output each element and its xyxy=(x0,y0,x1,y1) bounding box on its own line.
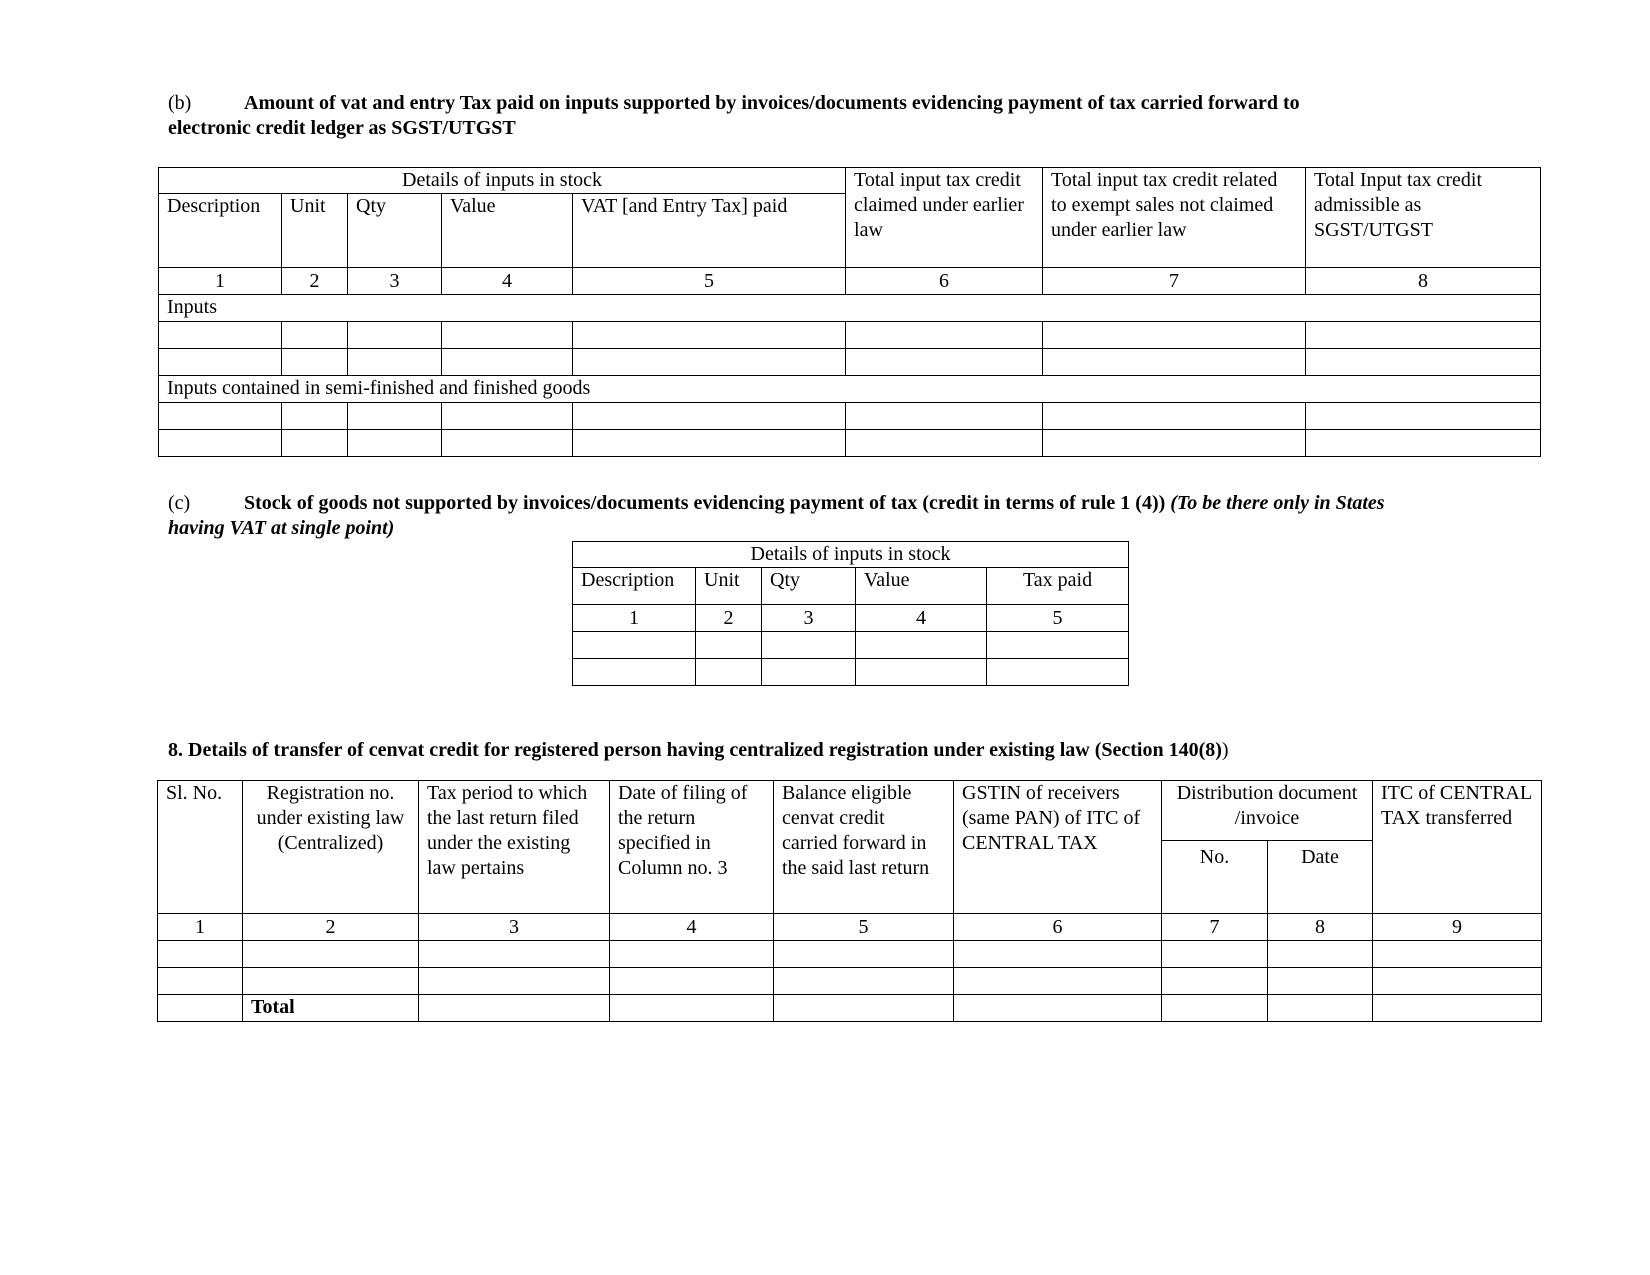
table-row xyxy=(159,403,1541,430)
inputs-stock-table xyxy=(158,167,1541,457)
row-label-semi-finished: Inputs contained in semi-finished and finished goods xyxy=(159,376,1541,403)
col-tax-paid: Tax paid xyxy=(987,568,1129,605)
cell[interactable] xyxy=(954,941,1162,968)
column-number: 2 xyxy=(696,605,762,632)
col-itc-transferred: ITC of CENTRAL TAX transferred xyxy=(1373,781,1542,914)
col-distribution: Distribution document /invoice xyxy=(1162,781,1373,841)
section-8-heading xyxy=(168,738,1608,763)
cell[interactable] xyxy=(610,941,774,968)
col-registration: Registration no. under existing law (Centralized) xyxy=(243,781,419,914)
cell[interactable] xyxy=(573,322,846,349)
section-c-note-2: having VAT at single point) xyxy=(168,517,395,539)
cell[interactable] xyxy=(774,941,954,968)
column-number: 7 xyxy=(1162,914,1268,941)
cell[interactable] xyxy=(1306,349,1541,376)
cell[interactable] xyxy=(348,430,442,457)
column-number: 8 xyxy=(1268,914,1373,941)
cell[interactable] xyxy=(573,349,846,376)
table-row xyxy=(159,430,1541,457)
column-number: 1 xyxy=(159,268,282,295)
column-number: 7 xyxy=(1043,268,1306,295)
column-number: 2 xyxy=(243,914,419,941)
cell[interactable] xyxy=(442,349,573,376)
cell[interactable] xyxy=(1306,403,1541,430)
cell[interactable] xyxy=(442,403,573,430)
section-c-marker: (c) xyxy=(168,492,191,514)
col-dist-date: Date xyxy=(1268,841,1373,914)
cell[interactable] xyxy=(419,968,610,995)
cell[interactable] xyxy=(282,403,348,430)
section-b-heading xyxy=(168,91,1568,141)
col-unit: Unit xyxy=(696,568,762,605)
cell[interactable] xyxy=(846,403,1043,430)
group-header: Details of inputs in stock xyxy=(573,542,1129,568)
cell[interactable] xyxy=(159,430,282,457)
col-itc-exempt-sales: Total input tax credit related to exempt sales not claimed under earlier law xyxy=(1043,168,1306,268)
section-c-note-1: (To be there only in States xyxy=(1170,492,1385,514)
cell[interactable] xyxy=(442,322,573,349)
col-vat-paid: VAT [and Entry Tax] paid xyxy=(573,194,846,268)
cell[interactable] xyxy=(1373,968,1542,995)
section-b-title-line2: electronic credit ledger as SGST/UTGST xyxy=(168,117,516,139)
column-number: 1 xyxy=(573,605,696,632)
total-row xyxy=(158,995,1542,1022)
cell[interactable] xyxy=(1306,430,1541,457)
cell[interactable] xyxy=(419,941,610,968)
cell[interactable] xyxy=(1306,322,1541,349)
col-tax-period: Tax period to which the last return filed under the existing law pertains xyxy=(419,781,610,914)
cell[interactable] xyxy=(846,322,1043,349)
column-number: 5 xyxy=(987,605,1129,632)
cell[interactable] xyxy=(1162,941,1268,968)
cell[interactable] xyxy=(696,632,762,659)
cell[interactable] xyxy=(158,968,243,995)
cell[interactable] xyxy=(987,632,1129,659)
col-date-filing: Date of filing of the return specified in Column no. 3 xyxy=(610,781,774,914)
cell[interactable] xyxy=(282,349,348,376)
table-row xyxy=(159,349,1541,376)
column-number: 8 xyxy=(1306,268,1541,295)
cell[interactable] xyxy=(573,659,696,686)
cell[interactable] xyxy=(1268,941,1373,968)
col-qty: Qty xyxy=(762,568,856,605)
cell[interactable] xyxy=(610,995,774,1022)
cell[interactable] xyxy=(243,941,419,968)
col-sl-no: Sl. No. xyxy=(158,781,243,914)
cell[interactable] xyxy=(243,968,419,995)
cell[interactable] xyxy=(774,968,954,995)
cell[interactable] xyxy=(1043,430,1306,457)
column-number: 1 xyxy=(158,914,243,941)
cell[interactable] xyxy=(856,659,987,686)
column-number: 9 xyxy=(1373,914,1542,941)
column-number: 3 xyxy=(419,914,610,941)
cell[interactable] xyxy=(348,349,442,376)
column-number: 2 xyxy=(282,268,348,295)
cell[interactable] xyxy=(348,322,442,349)
cell[interactable] xyxy=(282,322,348,349)
col-value: Value xyxy=(442,194,573,268)
section-8-title-tail: ) xyxy=(1221,739,1229,761)
cell[interactable] xyxy=(1043,322,1306,349)
cell[interactable] xyxy=(159,349,282,376)
table-row xyxy=(573,659,1129,686)
section-c-title: Stock of goods not supported by invoices/documents evidencing payment of tax (credit in terms of rule 1 (4)) xyxy=(244,492,1166,514)
table-row xyxy=(158,941,1542,968)
table-row xyxy=(158,968,1542,995)
col-gstin: GSTIN of receivers (same PAN) of ITC of CENTRAL TAX xyxy=(954,781,1162,914)
section-b-marker: (b) xyxy=(168,92,192,114)
col-balance: Balance eligible cenvat credit carried forward in the said last return xyxy=(774,781,954,914)
cell[interactable] xyxy=(774,995,954,1022)
total-label: Total xyxy=(243,995,419,1022)
cell[interactable] xyxy=(762,632,856,659)
cell[interactable] xyxy=(696,659,762,686)
cenvat-transfer-table xyxy=(157,780,1542,1022)
col-description: Description xyxy=(159,194,282,268)
col-qty: Qty xyxy=(348,194,442,268)
cell[interactable] xyxy=(1043,349,1306,376)
cell[interactable] xyxy=(954,995,1162,1022)
cell[interactable] xyxy=(856,632,987,659)
cell[interactable] xyxy=(846,349,1043,376)
cell[interactable] xyxy=(1162,968,1268,995)
col-itc-admissible: Total Input tax credit admissible as SGST/UTGST xyxy=(1306,168,1541,268)
cell[interactable] xyxy=(610,968,774,995)
cell[interactable] xyxy=(1268,968,1373,995)
column-number: 6 xyxy=(954,914,1162,941)
cell[interactable] xyxy=(419,995,610,1022)
column-number: 4 xyxy=(610,914,774,941)
cell[interactable] xyxy=(1268,995,1373,1022)
cell[interactable] xyxy=(348,403,442,430)
cell[interactable] xyxy=(159,403,282,430)
cell[interactable] xyxy=(1162,995,1268,1022)
cell[interactable] xyxy=(282,430,348,457)
cell[interactable] xyxy=(159,322,282,349)
column-number: 3 xyxy=(762,605,856,632)
column-number: 5 xyxy=(573,268,846,295)
section-c-heading xyxy=(168,491,1608,541)
cell[interactable] xyxy=(442,430,573,457)
cell[interactable] xyxy=(573,632,696,659)
column-number: 3 xyxy=(348,268,442,295)
col-dist-no: No. xyxy=(1162,841,1268,914)
cell[interactable] xyxy=(1373,941,1542,968)
table-row xyxy=(159,322,1541,349)
col-unit: Unit xyxy=(282,194,348,268)
cell[interactable] xyxy=(573,430,846,457)
group-header: Details of inputs in stock xyxy=(159,168,846,194)
column-number: 4 xyxy=(442,268,573,295)
cell xyxy=(158,995,243,1022)
cell[interactable] xyxy=(954,968,1162,995)
column-number: 4 xyxy=(856,605,987,632)
cell[interactable] xyxy=(158,941,243,968)
cell[interactable] xyxy=(987,659,1129,686)
col-description: Description xyxy=(573,568,696,605)
cell[interactable] xyxy=(1043,403,1306,430)
cell[interactable] xyxy=(846,430,1043,457)
col-value: Value xyxy=(856,568,987,605)
stock-without-invoice-table xyxy=(572,541,1129,686)
column-number: 5 xyxy=(774,914,954,941)
section-8-title: 8. Details of transfer of cenvat credit for registered person having centralized registration under existing law (Section 140(8) xyxy=(168,739,1222,761)
table-row xyxy=(573,632,1129,659)
cell[interactable] xyxy=(762,659,856,686)
column-number: 6 xyxy=(846,268,1043,295)
col-total-itc-claimed: Total input tax credit claimed under earlier law xyxy=(846,168,1043,268)
section-b-title-line1: Amount of vat and entry Tax paid on inputs supported by invoices/documents evidencing payment of tax carried forward to xyxy=(244,92,1300,114)
cell[interactable] xyxy=(573,403,846,430)
row-label-inputs: Inputs xyxy=(159,295,1541,322)
cell[interactable] xyxy=(1373,995,1542,1022)
